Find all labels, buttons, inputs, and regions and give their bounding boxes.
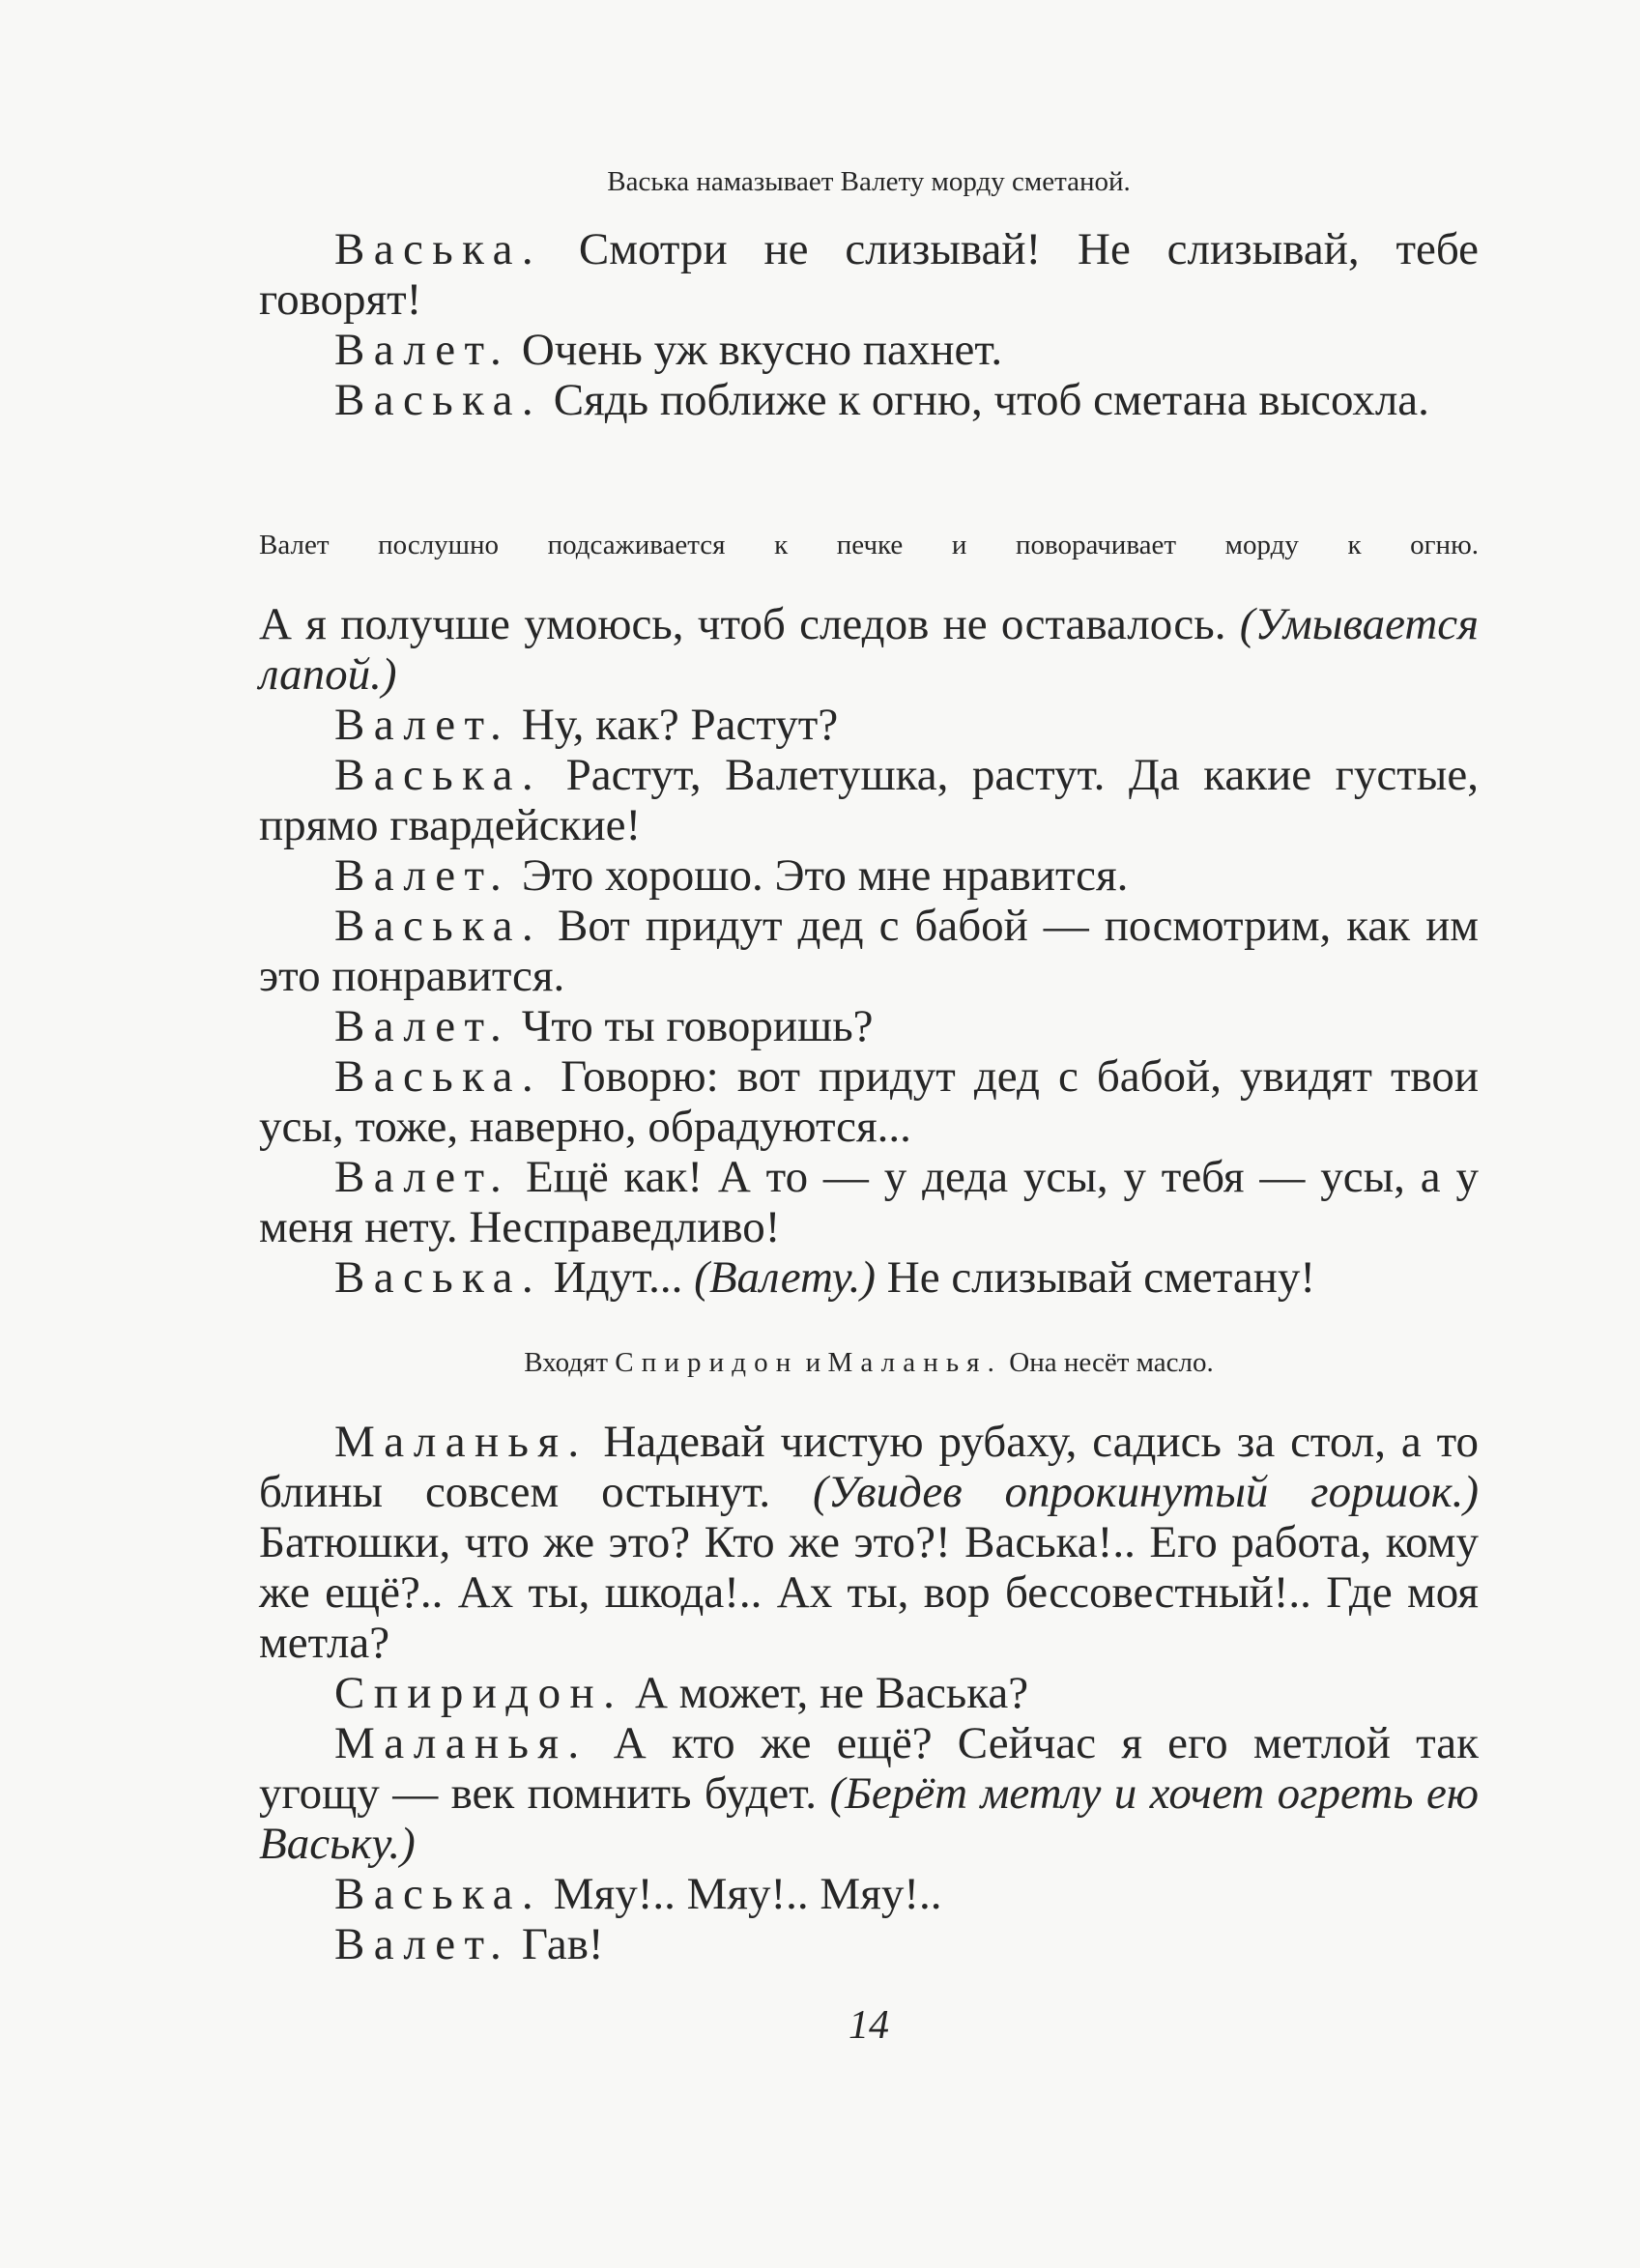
- speaker-name: Спиридон.: [334, 1668, 624, 1718]
- line-text: Мяу!.. Мяу!.. Мяу!..: [542, 1869, 942, 1919]
- line-vaska-continued: [259, 599, 1479, 700]
- line-text: Говорю: вот придут дед с бабой, увидят твои усы, тоже, наверно, обрадуются...: [259, 1051, 1479, 1152]
- line-text: Идут...: [542, 1252, 695, 1303]
- speaker-name: Васька.: [334, 1252, 543, 1303]
- speaker-name: Васька.: [334, 1869, 543, 1919]
- line-vaska-2: [259, 375, 1479, 425]
- dialogue-block-2: [259, 599, 1479, 1303]
- speaker-name: Валет.: [334, 700, 511, 750]
- speaker-name: Валет.: [334, 850, 511, 901]
- dialogue-block-3: [259, 1417, 1479, 1969]
- stage-remark: (Умывается лапой.): [259, 599, 1479, 700]
- page-number: 14: [849, 2003, 889, 2048]
- line-valet-4: [259, 1001, 1479, 1051]
- line-valet-5: [259, 1152, 1479, 1252]
- stage-text: Она несёт масло.: [1002, 1347, 1214, 1378]
- stage-direction-1: Васька намазывает Валету морду сметаной.: [607, 166, 1131, 197]
- line-valet-1: [259, 325, 1479, 375]
- line-text: Ну, как? Растут?: [510, 700, 839, 750]
- dialogue-block-1: [259, 224, 1479, 425]
- speaker-name: Васька.: [334, 750, 543, 800]
- line-malanya-2: [259, 1718, 1479, 1869]
- stage-text: Входят: [524, 1347, 616, 1378]
- line-spiridon-1: [259, 1668, 1479, 1718]
- line-vaska-1: [259, 224, 1479, 325]
- line-valet-2: [259, 700, 1479, 750]
- speaker-name: Васька.: [334, 224, 543, 274]
- line-text: Это хорошо. Это мне нравится.: [510, 850, 1129, 901]
- line-vaska-5: [259, 1051, 1479, 1152]
- line-text: Очень уж вкусно пахнет.: [510, 325, 1003, 375]
- line-vaska-4: [259, 901, 1479, 1001]
- stage-remark: (Увидев опрокинутый горшок.): [813, 1467, 1479, 1517]
- character-name: Спиридон: [615, 1347, 799, 1378]
- line-malanya-1: [259, 1417, 1479, 1668]
- line-text: А я получше умоюсь, чтоб следов не оставалось.: [259, 599, 1240, 649]
- speaker-name: Валет.: [334, 1001, 511, 1051]
- line-text: Надевай чистую рубаху, садись за стол, а то блины совсем остынут.: [259, 1417, 1479, 1517]
- speaker-name: Васька.: [334, 901, 543, 951]
- line-text: Ещё как! А то — у деда усы, у тебя — усы, а у меня нету. Несправедливо!: [259, 1152, 1479, 1252]
- speaker-name: Валет.: [334, 325, 511, 375]
- line-text: Что ты говоришь?: [510, 1001, 874, 1051]
- stage-remark: (Валету.): [694, 1252, 877, 1303]
- line-vaska-3: [259, 750, 1479, 850]
- line-text: Не слизывай сметану!: [876, 1252, 1316, 1303]
- speaker-name: Маланья.: [334, 1718, 589, 1768]
- stage-direction-2: Валет послушно подсаживается к печке и поворачивает морду к огню.: [259, 530, 1479, 560]
- line-text: А кто же ещё? Сейчас я его метлой так угощу — век помнить будет.: [259, 1718, 1479, 1819]
- stage-text: и: [798, 1347, 828, 1378]
- line-text: Вот придут дед с бабой — посмотрим, как им это понравится.: [259, 901, 1479, 1001]
- speaker-name: Валет.: [334, 1152, 511, 1202]
- line-text: Батюшки, что же это? Кто же это?! Васька!.. Его работа, кому же ещё?.. Ах ты, шкода!.. Ах ты, вор бессовестный!.. Где моя метла?: [259, 1517, 1479, 1668]
- stage-direction-3: [259, 1345, 1479, 1380]
- line-vaska-6: [259, 1252, 1479, 1303]
- speaker-name: Маланья.: [334, 1417, 589, 1467]
- line-text: Смотри не слизывай! Не слизывай, тебе говорят!: [259, 224, 1479, 325]
- line-vaska-7: [259, 1869, 1479, 1919]
- character-name: Маланья.: [827, 1347, 1003, 1378]
- speaker-name: Валет.: [334, 1919, 511, 1969]
- line-text: Растут, Валетушка, растут. Да какие густые, прямо гвардейские!: [259, 750, 1479, 850]
- line-valet-6: [259, 1919, 1479, 1969]
- line-text: А может, не Васька?: [623, 1668, 1029, 1718]
- line-text: Гав!: [510, 1919, 604, 1969]
- line-valet-3: [259, 850, 1479, 901]
- speaker-name: Васька.: [334, 1051, 543, 1102]
- line-text: Сядь поближе к огню, чтоб сметана высохла.: [542, 375, 1429, 425]
- speaker-name: Васька.: [334, 375, 543, 425]
- stage-remark: (Берёт метлу и хочет огреть ею Ваську.): [259, 1768, 1479, 1869]
